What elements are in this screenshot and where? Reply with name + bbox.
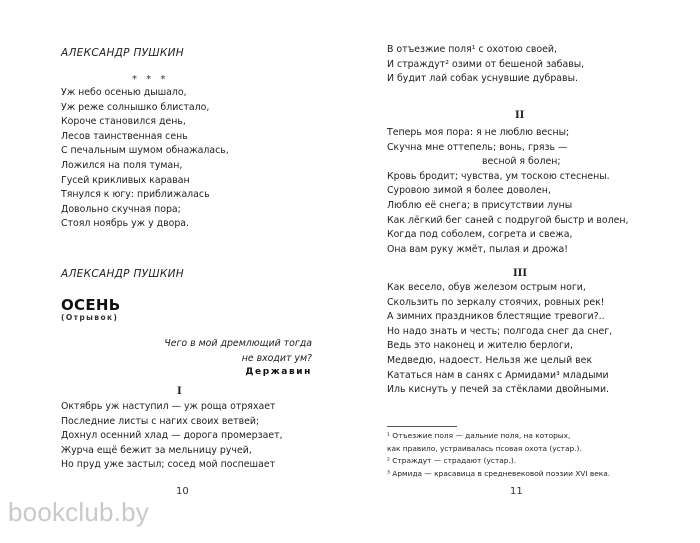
epigraph-author: Державин bbox=[245, 367, 312, 377]
verse-line: А зимних праздников блестящие тревоги?.. bbox=[387, 311, 605, 323]
verse-line: Медведю, надоест. Нельзя же целый век bbox=[387, 354, 593, 366]
verse-line: Люблю её снега; в присутствии луны bbox=[387, 199, 573, 211]
verse-line: Лесов таинственная сень bbox=[61, 130, 188, 142]
watermark-logo: bookclub.by bbox=[8, 497, 149, 527]
verse-line: Скользить по зеркалу стоячих, ровных рек! bbox=[387, 296, 605, 308]
verse-line: весной я болен; bbox=[482, 156, 561, 168]
verse-line: Короче становился день, bbox=[61, 116, 186, 128]
verse-line: Когда под соболем, согрета и свежа, bbox=[387, 229, 573, 241]
footnotes bbox=[387, 430, 610, 480]
verse-line: Ложился на поля туман, bbox=[61, 159, 183, 171]
verse-line: Стоял ноябрь уж у двора. bbox=[61, 218, 190, 230]
verse-line: Как лёгкий бег саней с подругой быстр и волен, bbox=[387, 214, 629, 226]
verse-line: И будит лай собак уснувшие дубравы. bbox=[387, 73, 578, 85]
verse-line: Кататься нам в санях с Армидами³ младыми bbox=[387, 369, 609, 381]
epigraph bbox=[164, 336, 312, 366]
poem-stanza-2 bbox=[387, 126, 629, 257]
verse-line: Уж небо осенью дышало, bbox=[61, 87, 187, 98]
section-number-1: I bbox=[177, 386, 182, 397]
verse-line: Суровою зимой я более доволен, bbox=[387, 185, 551, 197]
footnote-line: как правило, устраивалась псовая охота (устар.). bbox=[387, 443, 582, 453]
footnote-rule bbox=[387, 426, 457, 427]
footnote-line: ³ Армида — красавица в средневековой поэзии XVI века. bbox=[387, 468, 611, 478]
verse-line: Дохнул осенний хлад — дорога промерзает, bbox=[61, 430, 283, 442]
poem-autumn-stanza-1 bbox=[61, 400, 283, 473]
verse-line: Но пруд уже застыл; сосед мой поспешает bbox=[61, 459, 276, 471]
page-number-right: 11 bbox=[510, 486, 523, 497]
verse-line: Октябрь уж наступил — уж роща отряхает bbox=[61, 401, 276, 412]
section-number-2: II bbox=[515, 110, 525, 121]
poem-title: ОСЕНЬ bbox=[61, 296, 121, 314]
footnote-line: ¹ Отъезжие поля — дальние поля, на которых, bbox=[387, 431, 571, 440]
author-heading-1: АЛЕКСАНДР ПУШКИН bbox=[61, 47, 184, 59]
footnote-line: ² Страждут — страдают (устар.). bbox=[387, 456, 517, 465]
verse-line: Довольно скучная пора; bbox=[61, 203, 181, 215]
verse-line: Теперь моя пора: я не люблю весны; bbox=[387, 127, 570, 138]
poem-stanza-3 bbox=[387, 281, 612, 398]
author-heading-2: АЛЕКСАНДР ПУШКИН bbox=[61, 268, 184, 280]
stanza-separator: * * * bbox=[132, 74, 169, 85]
right-page bbox=[350, 0, 700, 543]
poem-autumn-sky bbox=[61, 86, 229, 232]
verse-line: Но надо знать и честь; полгода снег да снег, bbox=[387, 325, 613, 337]
verse-line: Гусей крикливых караван bbox=[61, 174, 190, 186]
verse-line: Как весело, обув железом острым ноги, bbox=[387, 282, 586, 293]
epigraph-line: не входит ум? bbox=[241, 353, 312, 364]
verse-line: Скучна мне оттепель; вонь, грязь — bbox=[387, 141, 568, 153]
poem-subtitle: (Отрывок) bbox=[61, 313, 119, 322]
page-number-left: 10 bbox=[176, 486, 189, 497]
poem-stanza-1-end bbox=[387, 43, 584, 87]
verse-line: С печальным шумом обнажалась, bbox=[61, 145, 229, 157]
verse-line: Она вам руку жмёт, пылая и дрожа! bbox=[387, 243, 569, 255]
verse-line: Кровь бродит; чувства, ум тоскою стеснены. bbox=[387, 170, 610, 182]
section-number-3: III bbox=[513, 268, 528, 279]
verse-line: И страждут² озими от бешеной забавы, bbox=[387, 58, 585, 70]
verse-line: Иль киснуть у печей за стёклами двойными. bbox=[387, 384, 610, 396]
verse-line: Журча ещё бежит за мельницу ручей, bbox=[61, 444, 252, 456]
verse-line: В отъезжие поля¹ с охотою своей, bbox=[387, 44, 557, 55]
verse-line: Тянулся к югу: приближалась bbox=[61, 189, 210, 201]
verse-line: Ведь это наконец и жителю берлоги, bbox=[387, 340, 573, 352]
verse-line: Последние листы с нагих своих ветвей; bbox=[61, 415, 260, 427]
verse-line: Уж реже солнышко блистало, bbox=[61, 101, 210, 113]
epigraph-line: Чего в мой дремлющий тогда bbox=[164, 338, 312, 349]
